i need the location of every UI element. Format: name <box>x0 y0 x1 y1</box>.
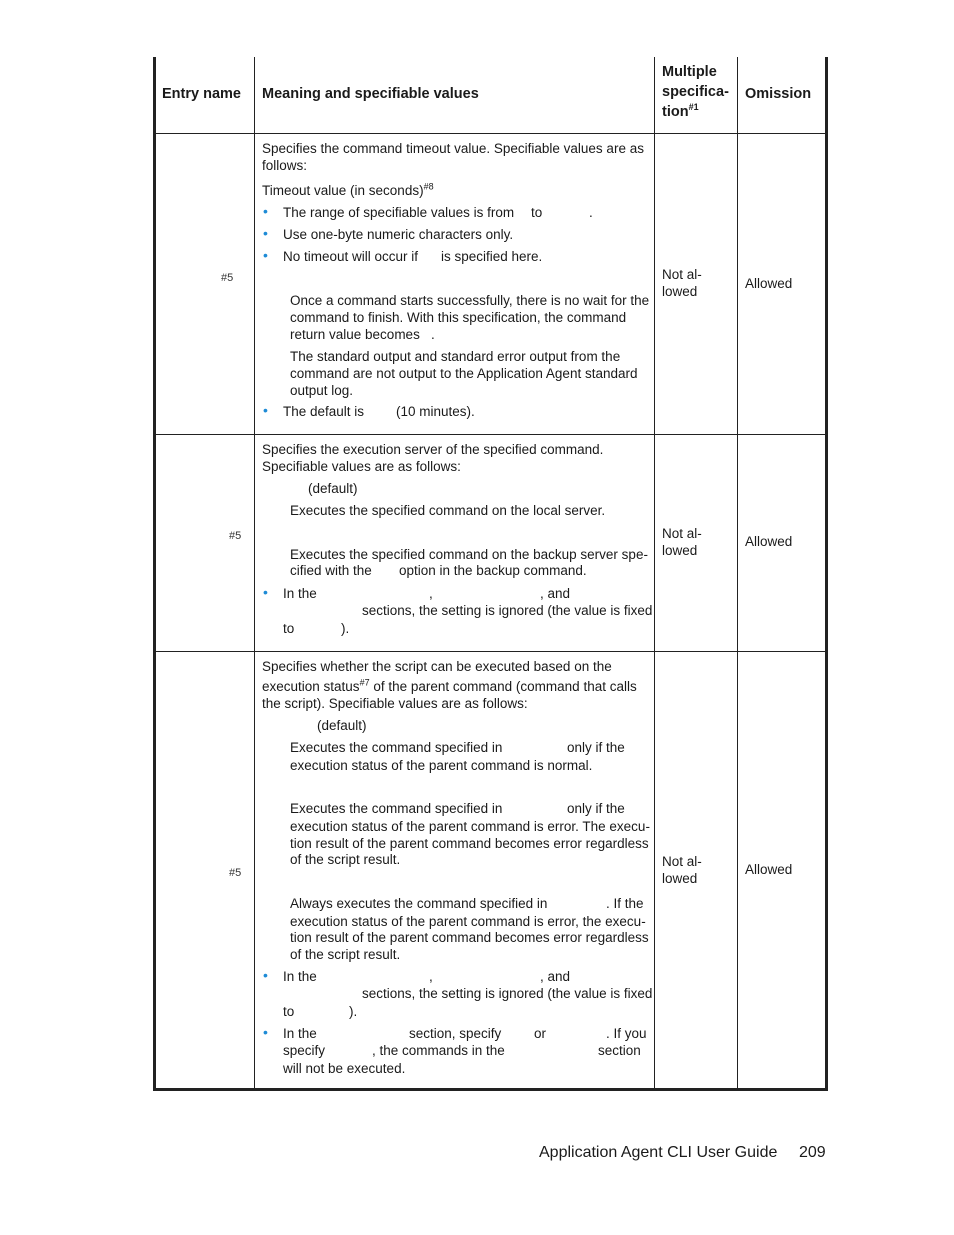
text-line: execution status of the parent command is normal. <box>290 758 593 773</box>
text-line: . If the <box>606 896 644 911</box>
text-line: to <box>283 621 295 636</box>
text-line: Executes the command specified in <box>290 740 503 755</box>
table-border-right <box>825 57 828 1091</box>
page-number: 209 <box>799 1144 826 1161</box>
bullet-icon: • <box>263 225 268 241</box>
text-line: only if the <box>567 801 625 816</box>
text-line: In the <box>283 969 317 984</box>
multiple-value-line2: lowed <box>662 543 698 558</box>
text-line: follows: <box>262 158 308 173</box>
text-line: . <box>589 205 593 220</box>
text-line: sections, the setting is ignored (the value is fixed <box>362 603 653 618</box>
header-omission: Omission <box>745 86 812 102</box>
bullet-icon: • <box>263 967 268 983</box>
text-line: is specified here. <box>441 249 543 264</box>
text-line: tion result of the parent command becomes error regardless <box>290 930 649 945</box>
guide-title: Application Agent CLI User Guide <box>539 1144 778 1161</box>
multiple-value-line2: lowed <box>662 871 698 886</box>
text-line: to <box>531 205 543 220</box>
text-line: section, specify <box>409 1026 502 1041</box>
omission-value: Allowed <box>745 862 793 877</box>
header-multiple-line2: specifica- <box>662 84 729 100</box>
bullet-icon: • <box>263 247 268 263</box>
bullet-icon: • <box>263 584 268 600</box>
header-entry-name: Entry name <box>162 86 241 102</box>
text-line: ). <box>349 1004 358 1019</box>
text-line: Once a command starts successfully, there is no wait for the <box>290 293 650 308</box>
text-line: of the script result. <box>290 852 401 867</box>
text-line: Use one-byte numeric characters only. <box>283 227 514 242</box>
text-line: Executes the command specified in <box>290 801 503 816</box>
text-line: return value becomes <box>290 327 420 342</box>
text-line: In the <box>283 586 317 601</box>
text-line: to <box>283 1004 295 1019</box>
header-multiple-line3: tion$^{\#1}$ <box>662 102 699 120</box>
column-divider <box>254 57 255 1089</box>
row-divider <box>155 434 826 435</box>
text-line: section <box>598 1043 641 1058</box>
text-line: , and <box>540 969 571 984</box>
text-line: , <box>429 586 433 601</box>
row-divider <box>155 133 826 134</box>
row-divider <box>155 651 826 652</box>
text-line: output log. <box>290 383 354 398</box>
text-line: will not be executed. <box>283 1061 406 1076</box>
table-border-left <box>153 57 156 1091</box>
text-line: the script). Specifiable values are as follows: <box>262 696 528 711</box>
text-line: option in the backup command. <box>399 563 587 578</box>
header-meaning: Meaning and specifiable values <box>262 86 479 102</box>
text-line: In the <box>283 1026 317 1041</box>
text-line: No timeout will occur if <box>283 249 419 264</box>
entry-note: #5 <box>229 530 242 542</box>
text-line: only if the <box>567 740 625 755</box>
text-line: specify <box>283 1043 326 1058</box>
text-line: command to finish. With this specification, the command <box>290 310 627 325</box>
entry-note: #5 <box>221 272 234 284</box>
text-line: sections, the setting is ignored (the value is fixed <box>362 986 653 1001</box>
multiple-value-line2: lowed <box>662 284 698 299</box>
text-line: Specifies whether the script can be executed based on the <box>262 659 612 674</box>
text-line: execution status of the parent command is error. The execu- <box>290 819 650 834</box>
text-line: of the script result. <box>290 947 401 962</box>
omission-value: Allowed <box>745 534 793 549</box>
text-line: Executes the specified command on the local server. <box>290 503 606 518</box>
text-line: . <box>431 327 435 342</box>
multiple-value-line1: Not al- <box>662 526 702 541</box>
text-line: The standard output and standard error output from the <box>290 349 621 364</box>
text-line: The range of specifiable values is from <box>283 205 515 220</box>
bullet-icon: • <box>263 402 268 418</box>
text-line: Specifiable values are as follows: <box>262 459 461 474</box>
text-line: , the commands in the <box>372 1043 505 1058</box>
text-line: cified with the <box>290 563 372 578</box>
text-line: . If you <box>606 1026 647 1041</box>
multiple-value-line1: Not al- <box>662 854 702 869</box>
text-line: tion result of the parent command becomes error regardless <box>290 836 649 851</box>
text-line: (10 minutes). <box>396 404 475 419</box>
text-line: (default) <box>317 718 367 733</box>
column-divider <box>737 57 738 1089</box>
entry-note: #5 <box>229 867 242 879</box>
text-line: Executes the specified command on the backup server spe- <box>290 547 648 562</box>
bullet-icon: • <box>263 203 268 219</box>
text-line: ). <box>341 621 350 636</box>
header-multiple-line1: Multiple <box>662 64 717 80</box>
text-line: Always executes the command specified in <box>290 896 548 911</box>
text-line: The default is <box>283 404 365 419</box>
column-divider <box>654 57 655 1089</box>
text-line: execution status of the parent command is error, the execu- <box>290 914 646 929</box>
text-line: , <box>429 969 433 984</box>
bullet-icon: • <box>263 1024 268 1040</box>
text-line: Timeout value (in seconds)$^{\#8}$ <box>262 181 434 198</box>
text-line: (default) <box>308 481 358 496</box>
text-line: Specifies the execution server of the specified command. <box>262 442 604 457</box>
multiple-value-line1: Not al- <box>662 267 702 282</box>
text-line: or <box>534 1026 547 1041</box>
text-line: execution status$^{\#7}$ of the parent command (command that calls <box>262 677 637 694</box>
text-line: , and <box>540 586 571 601</box>
omission-value: Allowed <box>745 276 793 291</box>
text-line: Specifies the command timeout value. Specifiable values are as <box>262 141 644 156</box>
text-line: command are not output to the Application Agent standard <box>290 366 638 381</box>
